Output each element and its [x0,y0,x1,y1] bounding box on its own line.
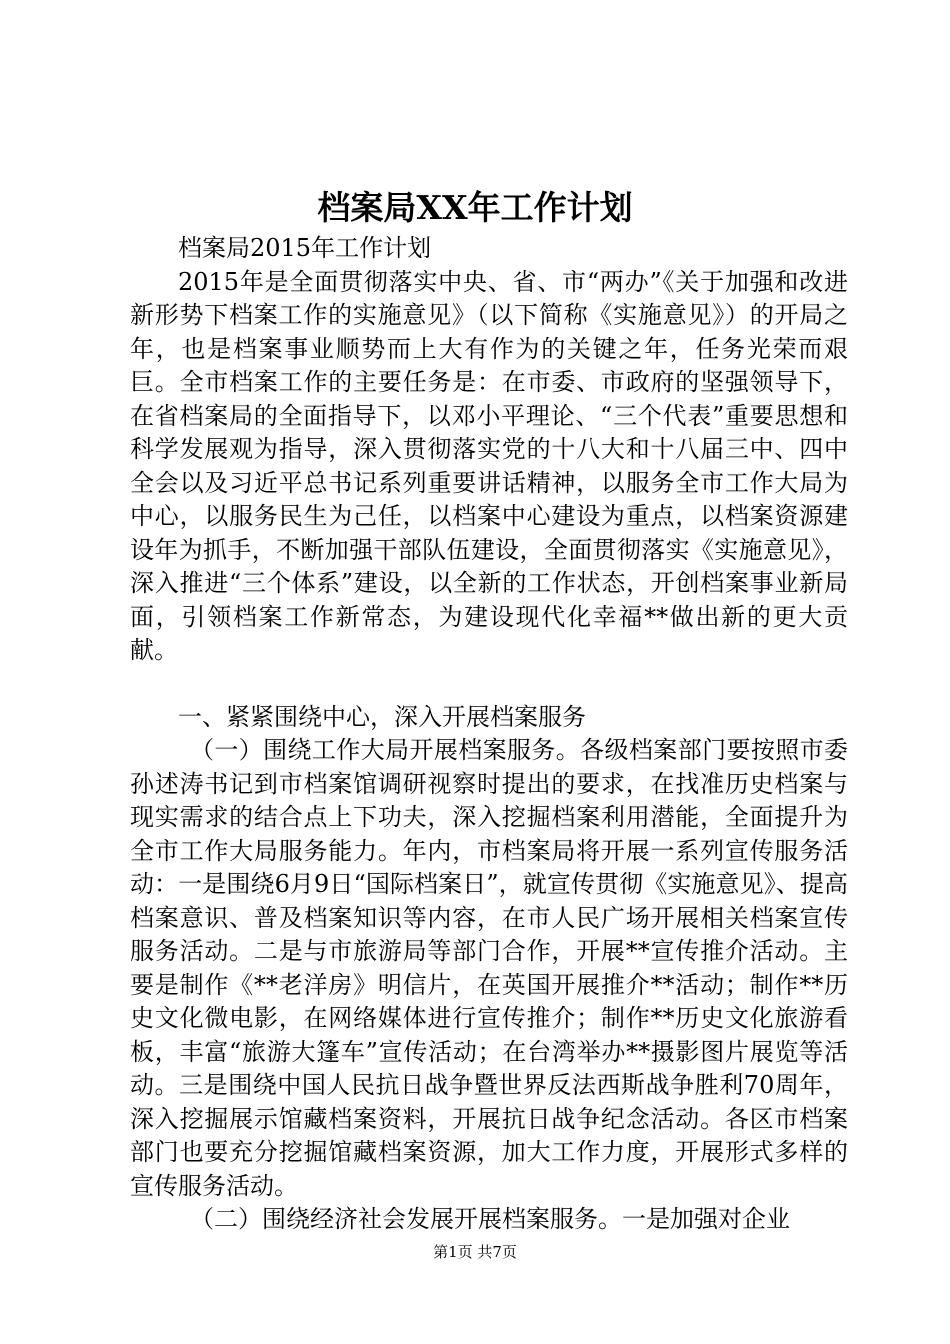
intro-paragraph: 2015年是全面贯彻落实中央、省、市“两办”《关于加强和改进新形势下档案工作的实施意见》（以下简称《实施意见》）的开局之年，也是档案事业顺势而上大有作为的关键之年，任务光荣而艰巨。全市档案工作的主要任务是：在市委、市政府的坚强领导下，在省档案局的全面指导下，以邓小平理论、“三个代表”重要思想和科学发展观为指导，深入贯彻落实党的十八大和十八届三中、四中全会以及习近平总书记系列重要讲话精神，以服务全市工作大局为中心，以服务民生为己任，以档案中心建设为重点，以档案资源建设年为抓手，不断加强干部队伍建设，全面贯彻落实《实施意见》，深入推进“三个体系”建设，以全新的工作状态，开创档案事业新局面，引领档案工作新常态，为建设现代化幸福**做出新的更大贡献。 [130,267,848,664]
document-body [130,232,848,1237]
section-item-2: （二）围绕经济社会发展开展档案服务。一是加强对企业 [190,1205,790,1233]
section-item-1: （一）围绕工作大局开展档案服务。各级档案部门要按照市委孙述涛书记到市档案馆调研视察时提出的要求，在找准历史档案与现实需求的结合点上下功夫，深入挖掘档案利用潜能，全面提升为全市工作大局服务能力。年内，市档案局将开展一系列宣传服务活动：一是围绕6月9日“国际档案日”，就宣传贯彻《实施意见》、提高档案意识、普及档案知识等内容，在市人民广场开展相关档案宣传服务活动。二是与市旅游局等部门合作，开展**宣传推介活动。主要是制作《**老洋房》明信片，在英国开展推介**活动；制作**历史文化微电影，在网络媒体进行宣传推介；制作**历史文化旅游看板，丰富“旅游大篷车”宣传活动；在台湾举办**摄影图片展览等活动。三是围绕中国人民抗日战争暨世界反法西斯战争胜利70周年，深入挖掘展示馆藏档案资料，开展抗日战争纪念活动。各区市档案部门也要充分挖掘馆藏档案资源，加大工作力度，开展形式多样的宣传服务活动。 [130,736,848,1200]
page-footer: 第1页 共7页 [433,1243,517,1261]
section-heading: 一、紧紧围绕中心，深入开展档案服务 [178,702,586,731]
document-title: 档案局XX年工作计划 [317,188,633,227]
document-subtitle: 档案局2015年工作计划 [178,234,432,262]
